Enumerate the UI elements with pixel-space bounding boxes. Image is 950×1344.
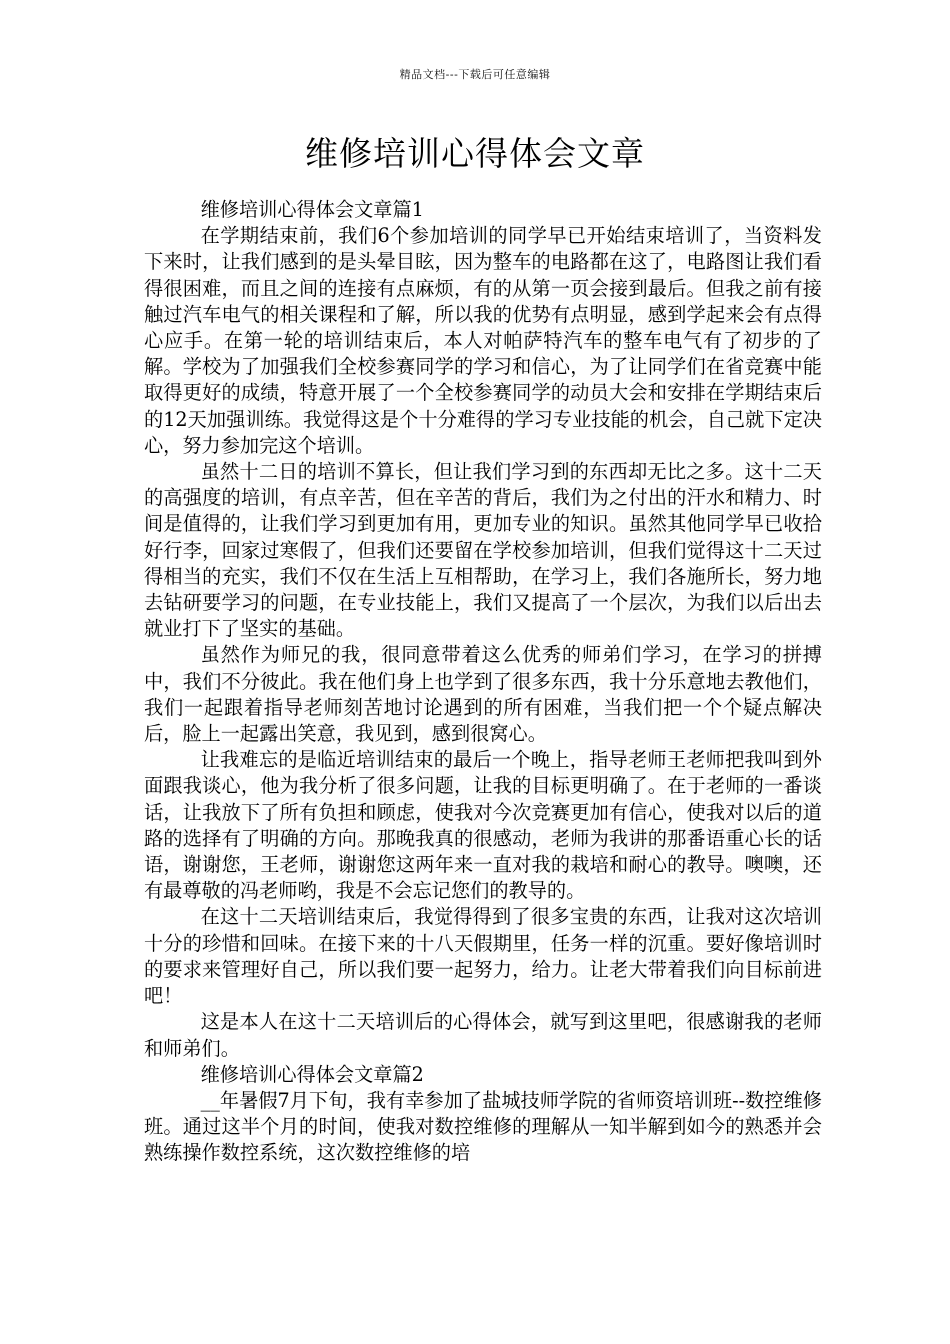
header-note: 精品文档---下载后可任意编辑 [399, 68, 551, 81]
document-body [144, 197, 822, 1167]
paragraph: __年暑假7月下旬，我有幸参加了盐城技师学院的省师资培训班--数控维修班。通过这半个月的时间，使我对数控维修的理解从一知半解到如今的熟悉并会熟练操作数控系统，这次数控维修的培 [144, 1088, 822, 1165]
paragraph: 让我难忘的是临近培训结束的最后一个晚上，指导老师王老师把我叫到外面跟我谈心，他为我分析了很多问题，让我的目标更明确了。在于老师的一番谈话，让我放下了所有负担和顾虑，使我对今次竞赛更加有信心，使我对以后的道路的选择有了明确的方向。那晚我真的很感动，老师为我讲的那番语重心长的话语，谢谢您，王老师，谢谢您这两年来一直对我的栽培和耐心的教导。噢噢，还有最尊敬的冯老师哟，我是不会忘记您们的教导的。 [144, 748, 822, 903]
paragraph: 这是本人在这十二天培训后的心得体会，就写到这里吧，很感谢我的老师和师弟们。 [144, 1010, 822, 1060]
section-heading: 维修培训心得体会文章篇2 [200, 1062, 424, 1086]
document-title: 维修培训心得体会文章 [305, 134, 645, 173]
paragraph: 在这十二天培训结束后，我觉得得到了很多宝贵的东西，让我对这次培训十分的珍惜和回味。在接下来的十八天假期里，任务一样的沉重。要好像培训时的要求来管理好自己，所以我们要一起努力，给力。让老大带着我们向目标前进吧！ [144, 905, 822, 1008]
section-heading: 维修培训心得体会文章篇1 [200, 198, 424, 221]
paragraph: 虽然作为师兄的我，很同意带着这么优秀的师弟们学习，在学习的拼搏中，我们不分彼此。我在他们身上也学到了很多东西，我十分乐意地去教他们，我们一起跟着指导老师刻苦地讨论遇到的所有困难，当我们把一个个疑点解决后，脸上一起露出笑意，我见到，感到很窝心。 [144, 643, 822, 746]
paragraph: 在学期结束前，我们6个参加培训的同学早已开始结束培训了，当资料发下来时，让我们感到的是头晕目眩，因为整车的电路都在这了，电路图让我们看得很困难，而且之间的连接有点麻烦，有的从第一页会接到最后。但我之前有接触过汽车电气的相关课程和了解，所以我的优势有点明显，感到学起来会有点得心应手。在第一轮的培训结束后，本人对帕萨特汽车的整车电气有了初步的了解。学校为了加强我们全校参赛同学的学习和信心，为了让同学们在省竞赛中能取得更好的成绩，特意开展了一个全校参赛同学的动员大会和安排在学期结束后的12天加强训练。我觉得这是个十分难得的学习专业技能的机会，自己就下定决心，努力参加完这个培训。 [144, 224, 822, 457]
paragraph: 虽然十二日的培训不算长，但让我们学习到的东西却无比之多。这十二天的高强度的培训，有点辛苦，但在辛苦的背后，我们为之付出的汗水和精力、时间是值得的，让我们学习到更加有用，更加专业的知识。虽然其他同学早已收拾好行李，回家过寒假了，但我们还要留在学校参加培训，但我们觉得这十二天过得相当的充实，我们不仅在生活上互相帮助，在学习上，我们各施所长，努力地去钻研要学习的问题，在专业技能上，我们又提高了一个层次，为我们以后出去就业打下了坚实的基础。 [144, 460, 822, 641]
